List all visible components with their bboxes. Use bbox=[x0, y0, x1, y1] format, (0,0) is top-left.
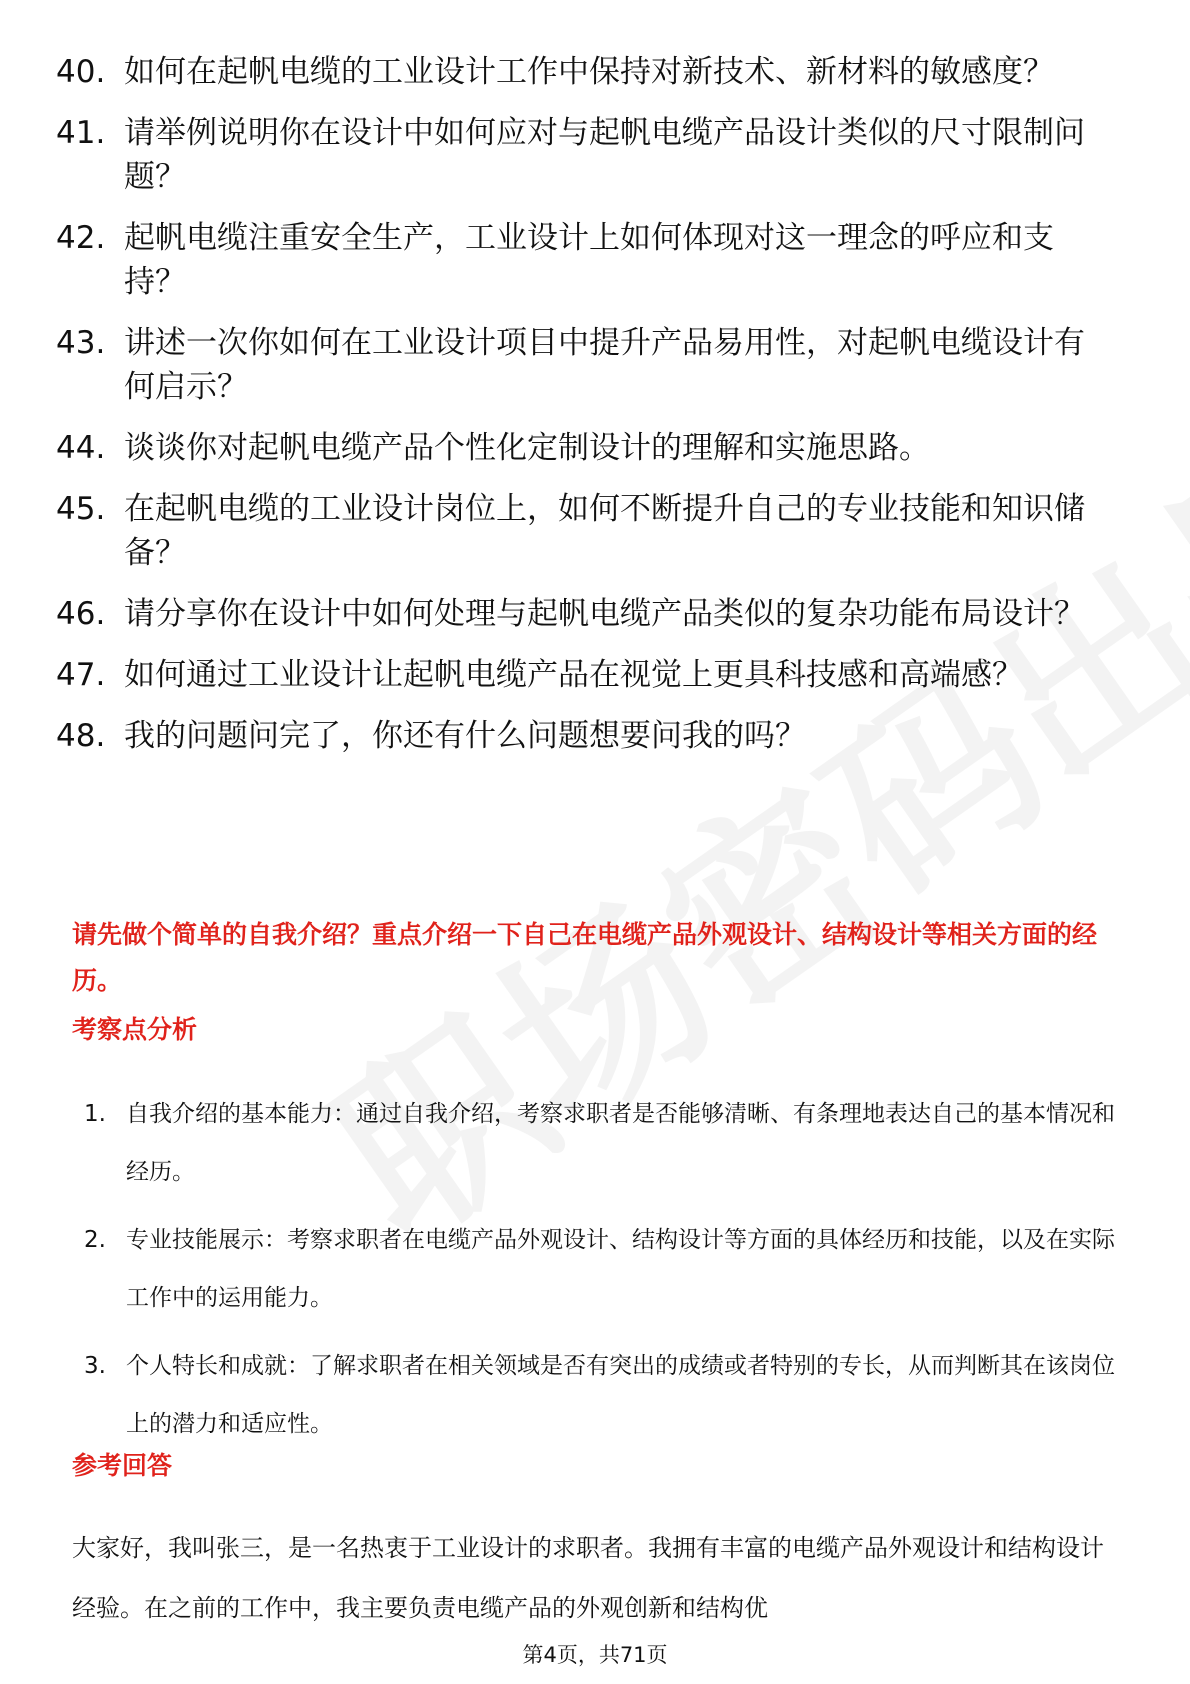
question-item bbox=[56, 216, 1116, 304]
question-number: 44. bbox=[56, 430, 106, 466]
analysis-text: 专业技能展示：考察求职者在电缆产品外观设计、结构设计等方面的具体经历和技能，以及在实际工作中的运用能力。 bbox=[126, 1227, 1115, 1311]
analysis-text: 个人特长和成就：了解求职者在相关领域是否有突出的成绩或者特别的专长，从而判断其在该岗位上的潜力和适应性。 bbox=[126, 1353, 1115, 1437]
analysis-item bbox=[84, 1085, 1124, 1201]
question-number: 46. bbox=[56, 596, 106, 632]
answer-body: 大家好，我叫张三，是一名热衷于工业设计的求职者。我拥有丰富的电缆产品外观设计和结构设计经验。在之前的工作中，我主要负责电缆产品的外观创新和结构优 bbox=[72, 1534, 1104, 1622]
question-text: 请举例说明你在设计中如何应对与起帆电缆产品设计类似的尺寸限制问题？ bbox=[124, 115, 1085, 195]
question-number: 47. bbox=[56, 657, 106, 693]
analysis-number: 2. bbox=[84, 1227, 106, 1253]
question-number: 45. bbox=[56, 491, 106, 527]
analysis-text: 自我介绍的基本能力：通过自我介绍，考察求职者是否能够清晰、有条理地表达自己的基本情况和经历。 bbox=[126, 1101, 1115, 1185]
question-item bbox=[56, 321, 1116, 409]
question-text: 在起帆电缆的工业设计岗位上，如何不断提升自己的专业技能和知识储备？ bbox=[124, 491, 1085, 571]
question-number: 40. bbox=[56, 54, 106, 90]
featured-question: 请先做个简单的自我介绍？重点介绍一下自己在电缆产品外观设计、结构设计等相关方面的经历。 bbox=[72, 920, 1098, 995]
question-item bbox=[56, 111, 1116, 199]
question-item bbox=[56, 426, 1116, 470]
question-text: 起帆电缆注重安全生产，工业设计上如何体现对这一理念的呼应和支持？ bbox=[124, 220, 1054, 300]
question-number: 48. bbox=[56, 718, 106, 754]
question-item bbox=[56, 487, 1116, 575]
question-text: 如何在起帆电缆的工业设计工作中保持对新技术、新材料的敏感度？ bbox=[124, 54, 1054, 90]
analysis-number: 3. bbox=[84, 1353, 106, 1379]
question-text: 谈谈你对起帆电缆产品个性化定制设计的理解和实施思路。 bbox=[124, 430, 930, 466]
question-item bbox=[56, 653, 1116, 697]
answer-heading: 参考回答 bbox=[72, 1451, 173, 1480]
analysis-list bbox=[84, 1085, 1124, 1463]
question-item bbox=[56, 50, 1116, 94]
question-text: 如何通过工业设计让起帆电缆产品在视觉上更具科技感和高端感？ bbox=[124, 657, 1023, 693]
page-footer: 第4页，共71页 bbox=[522, 1643, 668, 1667]
question-number: 43. bbox=[56, 325, 106, 361]
analysis-item bbox=[84, 1337, 1124, 1453]
question-text: 讲述一次你如何在工业设计项目中提升产品易用性，对起帆电缆设计有何启示？ bbox=[124, 325, 1085, 405]
question-text: 请分享你在设计中如何处理与起帆电缆产品类似的复杂功能布局设计？ bbox=[124, 596, 1085, 632]
question-item bbox=[56, 592, 1116, 636]
question-list bbox=[56, 50, 1116, 775]
analysis-heading: 考察点分析 bbox=[72, 1015, 198, 1044]
question-item bbox=[56, 714, 1116, 758]
question-text: 我的问题问完了，你还有什么问题想要问我的吗？ bbox=[124, 718, 806, 754]
question-number: 42. bbox=[56, 220, 106, 256]
analysis-number: 1. bbox=[84, 1101, 106, 1127]
question-number: 41. bbox=[56, 115, 106, 151]
analysis-item bbox=[84, 1211, 1124, 1327]
